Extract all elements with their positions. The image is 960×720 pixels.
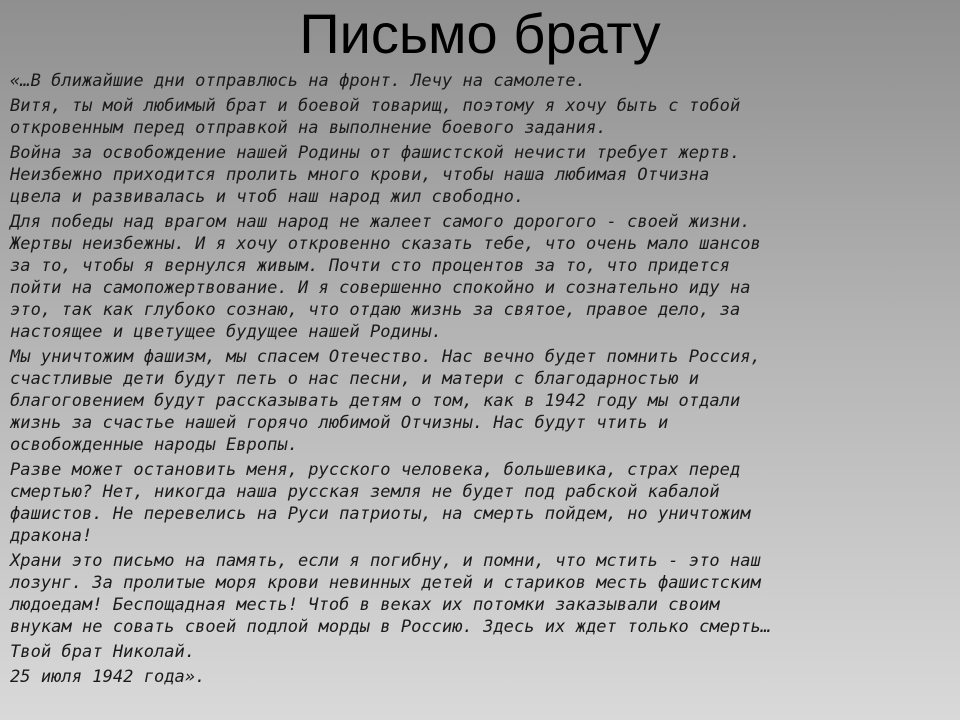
letter-line: пойти на самопожертвование. И я совершенно спокойно и сознательно иду на	[10, 278, 751, 298]
letter-paragraph	[10, 211, 950, 343]
letter-line: Мы уничтожим фашизм, мы спасем Отечество. Нас вечно будет помнить Россия,	[10, 347, 761, 367]
letter-body	[10, 70, 950, 691]
letter-line: Неизбежно приходится пролить много крови, чтобы наша любимая Отчизна	[10, 165, 710, 185]
letter-line: Витя, ты мой любимый брат и боевой товарищ, поэтому я хочу быть с тобой	[10, 96, 741, 116]
letter-paragraph	[10, 641, 950, 663]
letter-line: откровенным перед отправкой на выполнение боевого задания.	[10, 118, 607, 138]
letter-line: благоговением будут рассказывать детям о том, как в 1942 году мы отдали	[10, 391, 741, 411]
letter-paragraph	[10, 459, 950, 547]
letter-line: счастливые дети будут петь о нас песни, и матери с благодарностью и	[10, 369, 700, 389]
letter-line: людоедам! Беспощадная месть! Чтоб в веках их потомки заказывали своим	[10, 595, 720, 615]
letter-line: настоящее и цветущее будущее нашей Родины.	[10, 322, 442, 342]
letter-line: лозунг. За пролитые моря крови невинных детей и стариков месть фашистским	[10, 573, 761, 593]
letter-line: жизнь за счастье нашей горячо любимой Отчизны. Нас будут чтить и	[10, 413, 669, 433]
letter-line: Жертвы неизбежны. И я хочу откровенно сказать тебе, что очень мало шансов	[10, 234, 761, 254]
letter-line: Храни это письмо на память, если я погибну, и помни, что мстить - это наш	[10, 551, 761, 571]
letter-line: это, так как глубоко сознаю, что отдаю жизнь за святое, правое дело, за	[10, 300, 741, 320]
letter-paragraph	[10, 346, 950, 456]
letter-line: 25 июля 1942 года».	[10, 667, 206, 687]
letter-line: Твой брат Николай.	[10, 642, 196, 662]
letter-paragraph	[10, 550, 950, 638]
letter-line: «…В ближайшие дни отправлюсь на фронт. Лечу на самолете.	[10, 71, 586, 91]
letter-line: за то, чтобы я вернулся живым. Почти сто процентов за то, что придется	[10, 256, 730, 276]
letter-line: Для победы над врагом наш народ не жалеет самого дорогого - своей жизни.	[10, 212, 751, 232]
letter-paragraph	[10, 666, 950, 688]
letter-line: внукам не совать своей подлой морды в Россию. Здесь их ждет только смерть…	[10, 617, 772, 637]
letter-paragraph	[10, 142, 950, 208]
letter-line: смертью? Нет, никогда наша русская земля не будет под рабской кабалой	[10, 482, 720, 502]
letter-paragraph	[10, 70, 950, 92]
letter-line: Война за освобождение нашей Родины от фашистской нечисти требует жертв.	[10, 143, 741, 163]
letter-line: фашистов. Не перевелись на Руси патриоты, на смерть пойдем, но уничтожим	[10, 504, 751, 524]
letter-line: освобожденные народы Европы.	[10, 435, 298, 455]
letter-line: цвела и развивалась и чтоб наш народ жил свободно.	[10, 187, 525, 207]
letter-line: дракона!	[10, 526, 93, 546]
letter-paragraph	[10, 95, 950, 139]
slide-title: Письмо брату	[299, 2, 661, 65]
letter-line: Разве может остановить меня, русского человека, большевика, страх перед	[10, 460, 741, 480]
